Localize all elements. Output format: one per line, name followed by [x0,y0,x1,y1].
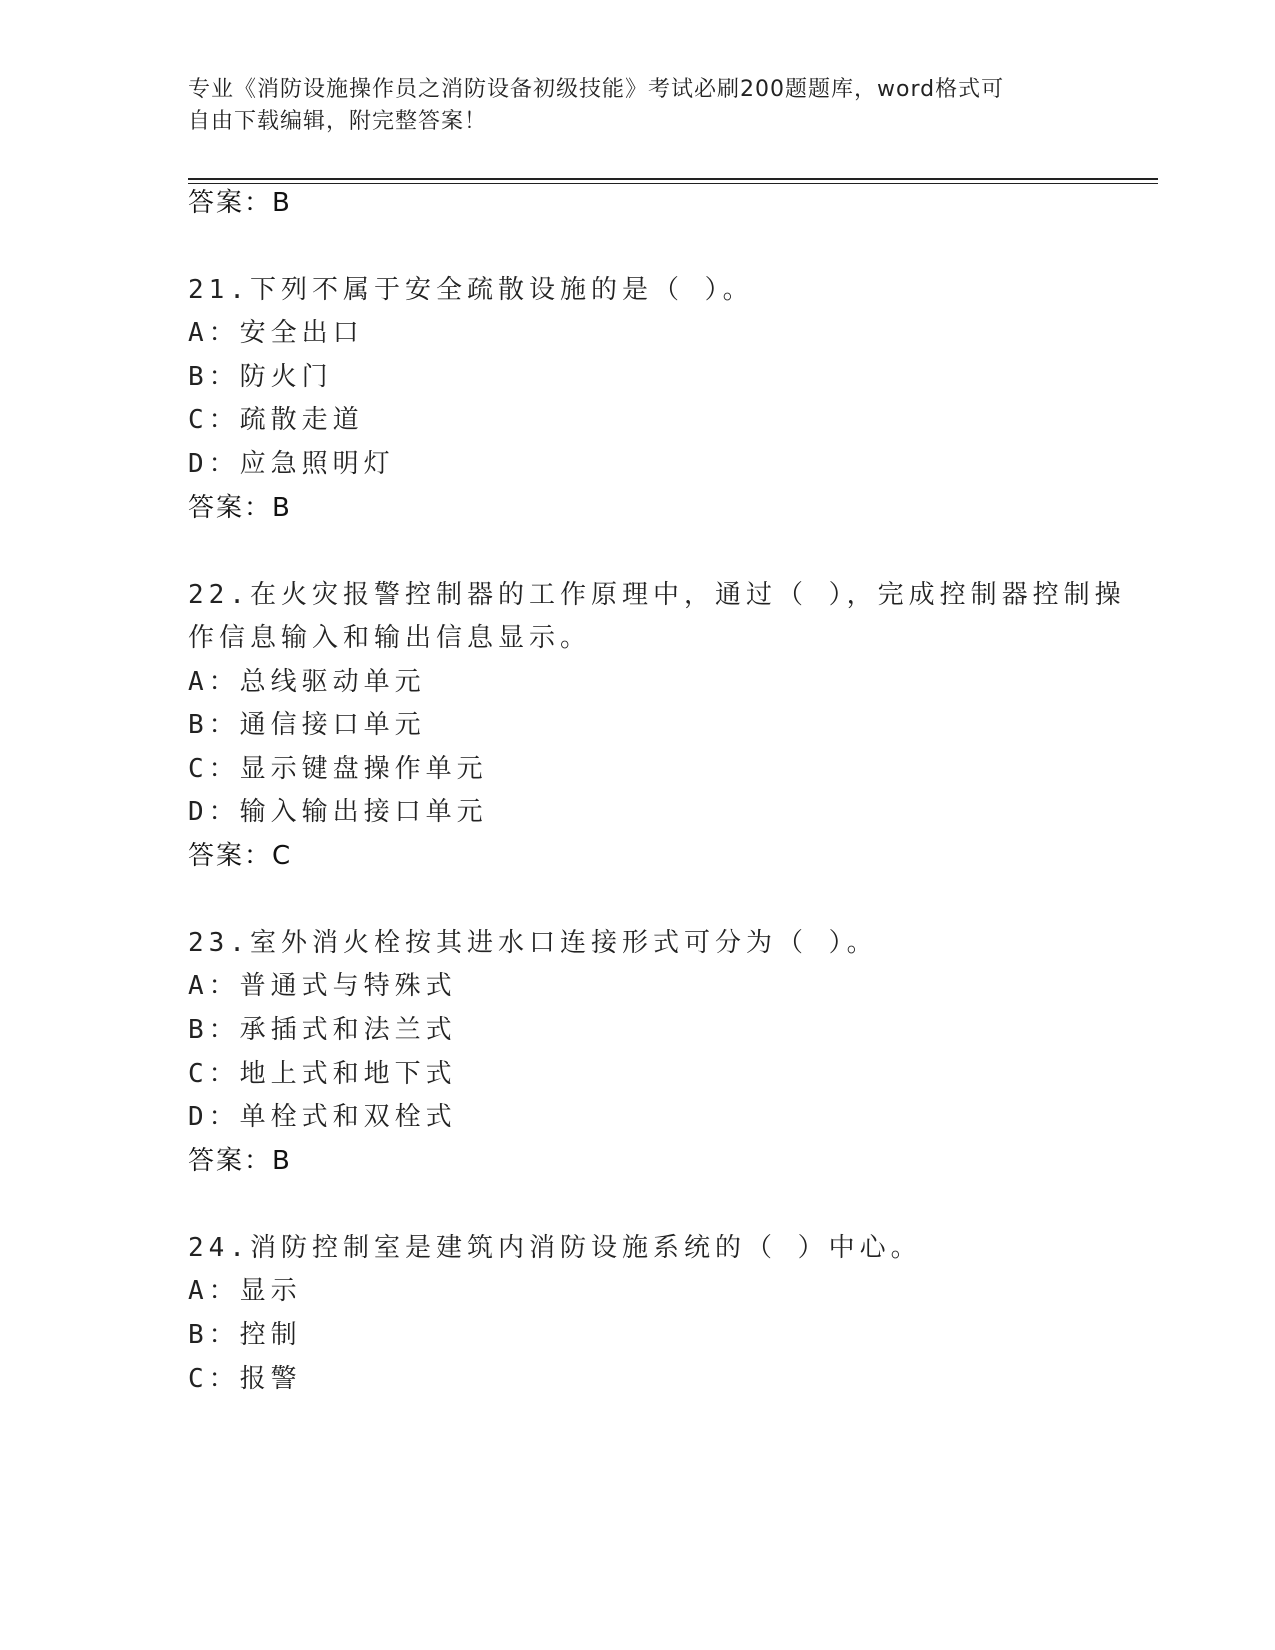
question-23-option-d: D：单栓式和双栓式 [188,1102,457,1132]
question-22-stem-line-1: 22.在火灾报警控制器的工作原理中，通过（ ），完成控制器控制操 [188,580,1126,610]
question-21-answer: 答案：B [188,493,292,523]
document-header [188,74,1088,138]
question-22-answer: 答案：C [188,841,293,871]
question-21-stem: 21.下列不属于安全疏散设施的是（ ）。 [188,275,754,305]
answer-line: 答案：B [188,188,292,218]
question-22-option-d: D：输入输出接口单元 [188,797,488,827]
header-line-2: 自由下载编辑，附完整答案！ [188,109,488,134]
header-line-1: 专业《消防设施操作员之消防设备初级技能》考试必刷200题题库，word格式可 [188,77,1005,102]
question-24-option-a: A：显示 [188,1276,302,1306]
question-21-option-d: D：应急照明灯 [188,449,395,479]
question-21-option-b: B：防火门 [188,362,333,392]
question-22-option-b: B：通信接口单元 [188,710,426,740]
question-21-option-a: A：安全出口 [188,318,364,348]
question-23-option-b: B：承插式和法兰式 [188,1015,457,1045]
question-24-option-c: C：报警 [188,1364,302,1394]
question-24-stem: 24.消防控制室是建筑内消防设施系统的（ ）中心。 [188,1233,922,1263]
question-22-option-a: A：总线驱动单元 [188,667,426,697]
question-22-option-c: C：显示键盘操作单元 [188,754,488,784]
question-21-option-c: C：疏散走道 [188,405,364,435]
question-23-stem: 23.室外消火栓按其进水口连接形式可分为（ ）。 [188,928,878,958]
question-23-answer: 答案：B [188,1146,292,1176]
question-24-option-b: B：控制 [188,1320,302,1350]
question-22-stem-line-2: 作信息输入和输出信息显示。 [188,623,592,653]
question-23-option-a: A：普通式与特殊式 [188,971,457,1001]
question-23-option-c: C：地上式和地下式 [188,1059,457,1089]
header-divider [188,178,1158,180]
header-divider-thin [188,183,1158,184]
